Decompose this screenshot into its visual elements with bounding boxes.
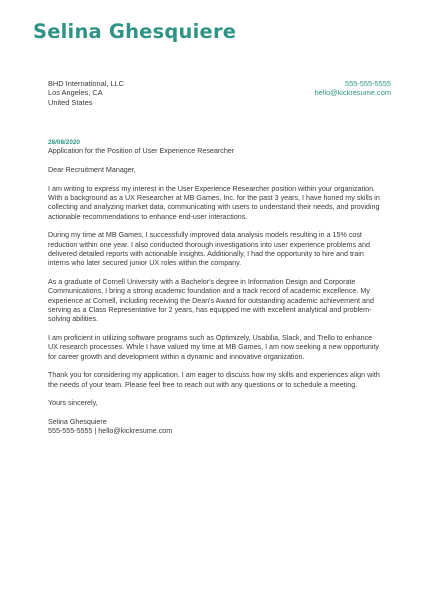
signature-block (48, 418, 384, 437)
letter-paragraph: As a graduate of Cornell University with a Bachelor's degree in Information Design and Corporate Communications, I bring a strong academic foundation and a track record of academic excellence. My experience at Cornell, including receiving the Dean's Award for outstanding academic achievement and serving as a Class Representative for 2 years, has equipped me with excellent analytical and problem-solving abilities. (48, 278, 374, 324)
letter-body (48, 139, 384, 437)
letter-closing: Yours sincerely, (48, 399, 98, 408)
contact-block (314, 79, 391, 98)
letter-date: 28/08/2020 (48, 139, 80, 146)
letter-paragraph: I am writing to express my interest in the User Experience Researcher position within your organization. With a background as a UX Researcher at MB Games, Inc. for the past 3 years, I have honed my skills in collecting and analyzing market data, communicating with users to understand their needs, and providing actionable recommendations to enhance end-user interactions. (48, 184, 380, 221)
signature-contact: 555-555-5555 | hello@kickresume.com (48, 427, 173, 436)
letter-paragraph: Thank you for considering my application. I am eager to discuss how my skills and experiences align with the needs of your team. Please feel free to reach out with any questions or to schedule a meeting. (48, 371, 380, 389)
recipient-company: BHD International, LLC (48, 79, 124, 88)
letter-paragraph: I am proficient in utilizing software programs such as Optimizely, Usabilia, Slack, and Trello to enhance UX research processes. While I have valued my time at MB Games, I am now seeking a new opportunity for career growth and development within a dynamic and innovative organization. (48, 334, 379, 361)
contact-phone: 555-555-5555 (344, 79, 391, 88)
contact-email: hello@kickresume.com (314, 88, 391, 98)
letter-subject: Application for the Position of User Experience Researcher (48, 147, 235, 156)
applicant-name: Selina Ghesquiere (33, 20, 237, 43)
recipient-country: United States (48, 97, 93, 107)
recipient-address (48, 79, 124, 107)
signature-name: Selina Ghesquiere (48, 418, 107, 426)
letter-salutation: Dear Recruitment Manager, (48, 166, 136, 175)
letter-paragraph: During my time at MB Games, I successfully improved data analysis models resulting in a 15% cost reduction within one year. I also conducted thorough investigations into user experience problems and delivered detailed reports with actionable insights. Additionally, I had the opportunity to hire and train interns who later secured junior UX roles within the company. (48, 231, 370, 268)
recipient-city: Los Angeles, CA (48, 88, 103, 98)
